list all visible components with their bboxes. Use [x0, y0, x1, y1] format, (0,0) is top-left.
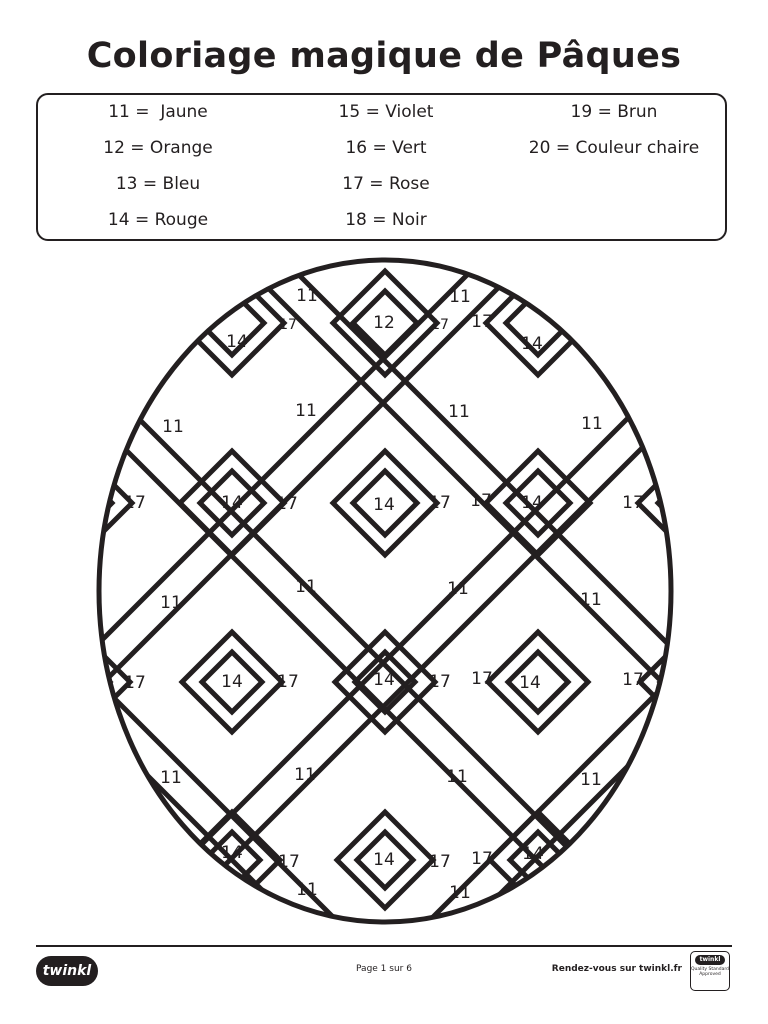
- outer-diamond: [638, 271, 742, 375]
- inner-diamond: [658, 291, 722, 355]
- label-red: 14: [521, 334, 543, 354]
- legend-item: 12 = Orange: [103, 138, 213, 158]
- footer-divider: [36, 945, 732, 947]
- label-pink: 17: [429, 672, 451, 692]
- legend-item: 14 = Rouge: [107, 210, 209, 230]
- inner-diamond: [50, 652, 110, 712]
- label-pink: 17: [124, 673, 146, 693]
- label-pink: 17: [622, 493, 644, 513]
- label-pink: 17: [276, 494, 298, 514]
- label-yellow: 11: [446, 767, 468, 787]
- label-yellow: 11: [160, 768, 182, 788]
- label-pink: 17: [471, 312, 493, 332]
- page-title: Coloriage magique de Pâques: [86, 36, 682, 76]
- label-pink: 17: [124, 493, 146, 513]
- label-yellow: 11: [296, 880, 318, 900]
- label-red: 14: [519, 673, 541, 693]
- label-yellow: 11: [162, 417, 184, 437]
- label-pink: 17: [429, 493, 451, 513]
- label-red: 14: [373, 495, 395, 515]
- badge-text: Quality Standard Approved: [691, 967, 729, 977]
- label-red: 14: [522, 844, 544, 864]
- legend-item: 17 = Rose: [342, 174, 430, 194]
- label-orange: 12: [373, 313, 395, 333]
- label-red: 14: [221, 843, 243, 863]
- outer-diamond: [638, 451, 742, 555]
- outer-diamond: [642, 812, 738, 908]
- inner-diamond: [660, 652, 720, 712]
- label-pink: 17: [431, 317, 449, 333]
- label-red: 14: [226, 332, 248, 352]
- label-red: 14: [373, 850, 395, 870]
- inner-diamond: [48, 291, 112, 355]
- label-yellow: 11: [580, 770, 602, 790]
- label-yellow: 11: [448, 402, 470, 422]
- label-pink: 17: [279, 317, 297, 333]
- label-red: 14: [373, 670, 395, 690]
- outer-diamond: [28, 271, 132, 375]
- label-yellow: 11: [294, 765, 316, 785]
- inner-diamond: [662, 832, 718, 888]
- label-yellow: 11: [449, 287, 471, 307]
- label-yellow: 11: [160, 593, 182, 613]
- legend-item: 11 = Jaune: [108, 102, 208, 122]
- label-red: 14: [221, 672, 243, 692]
- quality-badge: [690, 951, 730, 991]
- legend-item: 13 = Bleu: [115, 174, 201, 194]
- label-yellow: 11: [295, 401, 317, 421]
- badge-logo: twinkl: [695, 955, 725, 965]
- page-number: Page 1 sur 6: [356, 964, 412, 974]
- label-pink: 17: [277, 672, 299, 692]
- legend-item: 18 = Noir: [345, 210, 427, 230]
- label-red: 14: [521, 493, 543, 513]
- label-pink: 17: [471, 669, 493, 689]
- label-yellow: 11: [581, 414, 603, 434]
- outer-diamond: [28, 451, 132, 555]
- inner-diamond: [52, 832, 108, 888]
- label-red: 14: [221, 493, 243, 513]
- label-pink: 17: [429, 852, 451, 872]
- label-yellow: 11: [447, 579, 469, 599]
- legend-item: 15 = Violet: [338, 102, 434, 122]
- label-pink: 17: [278, 852, 300, 872]
- label-yellow: 11: [580, 590, 602, 610]
- label-pink: 17: [471, 849, 493, 869]
- label-pink: 17: [622, 670, 644, 690]
- outer-diamond: [32, 812, 128, 908]
- outer-diamond: [640, 632, 740, 732]
- label-yellow: 11: [296, 286, 318, 306]
- label-yellow: 11: [295, 577, 317, 597]
- outer-diamond: [30, 632, 130, 732]
- legend-item: 19 = Brun: [570, 102, 658, 122]
- legend-item: 16 = Vert: [345, 138, 427, 158]
- website-link[interactable]: Rendez-vous sur twinkl.fr: [551, 964, 682, 974]
- legend-item: 20 = Couleur chaire: [528, 138, 700, 158]
- label-yellow: 11: [449, 883, 471, 903]
- label-pink: 17: [470, 491, 492, 511]
- twinkl-logo: twinkl: [36, 956, 98, 986]
